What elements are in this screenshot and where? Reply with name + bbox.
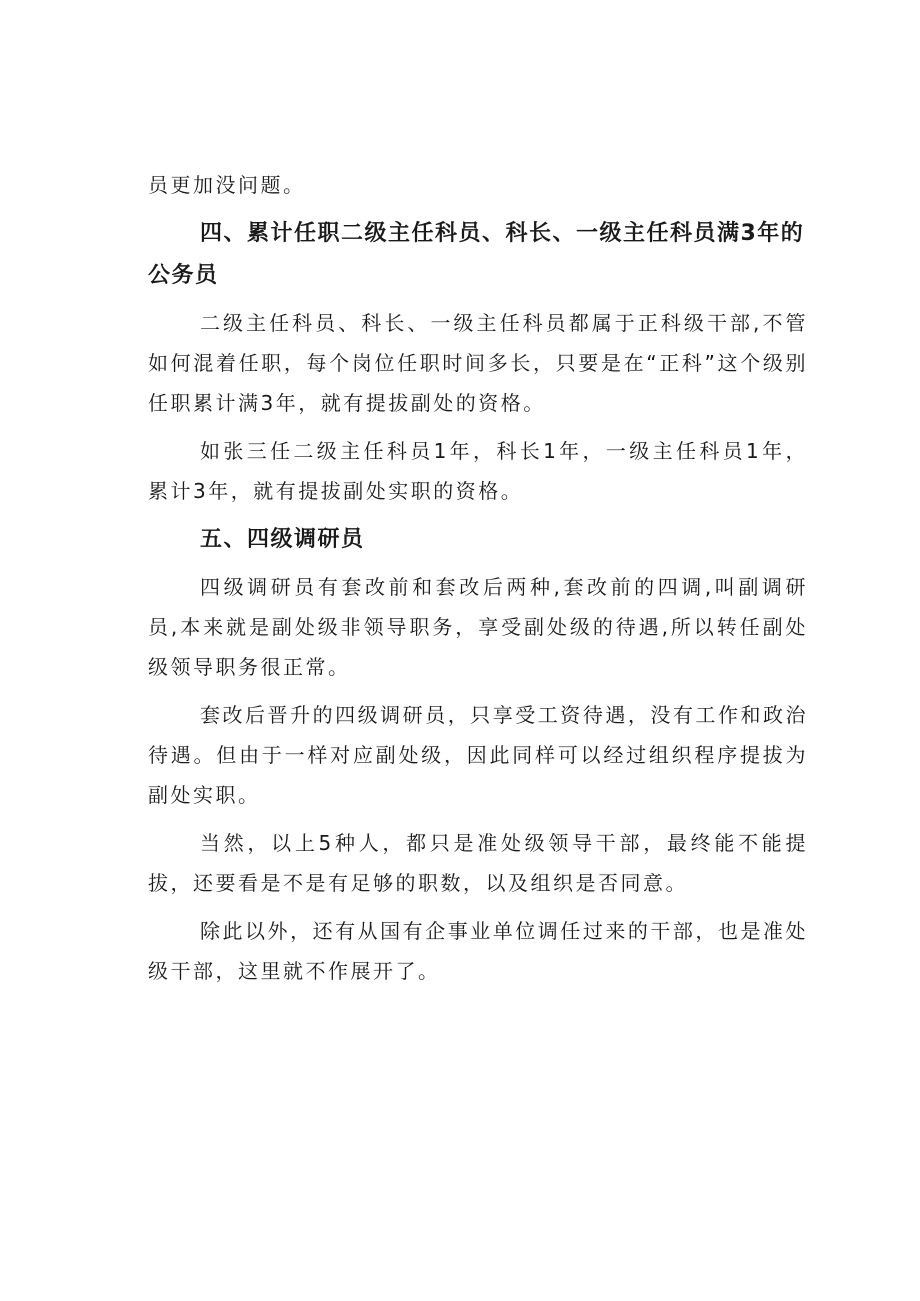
paragraph-zhengke-qualification: 二级主任科员、科长、一级主任科员都属于正科级干部,不管如何混着任职，每个岗位任职时间多长，只要是在“正科”这个级别任职累计满3年，就有提拔副处的资格。 bbox=[148, 311, 808, 415]
paragraph-example-zhangsan: 如张三任二级主任科员1年，科长1年，一级主任科员1年，累计3年，就有提拔副处实职的资格。 bbox=[148, 439, 808, 503]
paragraph-additional: 除此以外，还有从国有企事业单位调任过来的干部，也是准处级干部，这里就不作展开了。 bbox=[148, 919, 808, 983]
paragraph-before-reform: 四级调研员有套改前和套改后两种,套改前的四调,叫副调研员,本来就是副处级非领导职务，享受副处级的待遇,所以转任副处级领导职务很正常。 bbox=[148, 575, 808, 679]
paragraph-summary: 当然，以上5种人，都只是准处级领导干部，最终能不能提拔，还要看是不是有足够的职数，以及组织是否同意。 bbox=[148, 831, 808, 895]
paragraph-continuation: 员更加没问题。 bbox=[148, 173, 306, 197]
section-heading-5: 五、四级调研员 bbox=[200, 527, 365, 552]
document-page bbox=[148, 165, 808, 991]
section-heading-4: 四、累计任职二级主任科员、科长、一级主任科员满3年的公务员 bbox=[148, 221, 805, 288]
paragraph-after-reform: 套改后晋升的四级调研员，只享受工资待遇，没有工作和政治待遇。但由于一样对应副处级，因此同样可以经过组织程序提拔为副处实职。 bbox=[148, 703, 808, 807]
